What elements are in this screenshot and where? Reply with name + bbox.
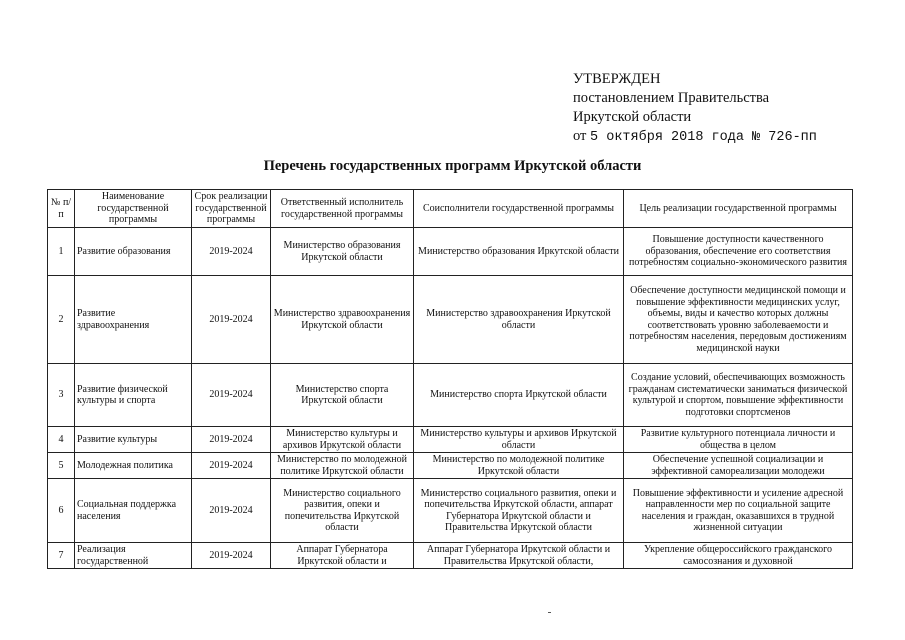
header-coexecutors: Соисполнители государственной программы	[414, 190, 624, 228]
row-number: 2	[48, 276, 75, 364]
approval-date-prefix: от	[573, 128, 587, 144]
header-number: № п/п	[48, 190, 75, 228]
row-coexecutors: Аппарат Губернатора Иркутской области и Правительства Иркутской области,	[414, 543, 624, 569]
row-number: 5	[48, 453, 75, 479]
approval-heading: УТВЕРЖДЕН	[573, 71, 661, 87]
row-goal: Развитие культурного потенциала личности и общества в целом	[624, 427, 853, 453]
approval-line-2: Иркутской области	[573, 109, 692, 125]
row-number: 7	[48, 543, 75, 569]
row-period: 2019-2024	[192, 453, 271, 479]
row-goal: Повышение доступности качественного образования, обеспечение его соответствия потребностям социально-экономического развития	[624, 228, 853, 276]
row-period: 2019-2024	[192, 276, 271, 364]
row-program-name: Развитие физической культуры и спорта	[75, 364, 192, 427]
row-number: 4	[48, 427, 75, 453]
row-number: 6	[48, 479, 75, 543]
row-program-name: Развитие культуры	[75, 427, 192, 453]
approval-line-1: постановлением Правительства	[573, 90, 770, 106]
table-header-row	[48, 190, 853, 228]
header-goal: Цель реализации государственной программы	[624, 190, 853, 228]
table-row	[48, 228, 853, 276]
row-responsible: Аппарат Губернатора Иркутской области и	[271, 543, 414, 569]
row-program-name: Развитие образования	[75, 228, 192, 276]
table-row	[48, 479, 853, 543]
row-coexecutors: Министерство здравоохранения Иркутской области	[414, 276, 624, 364]
row-responsible: Министерство спорта Иркутской области	[271, 364, 414, 427]
row-goal: Обеспечение успешной социализации и эффективной самореализации молодежи	[624, 453, 853, 479]
row-coexecutors: Министерство спорта Иркутской области	[414, 364, 624, 427]
programs-table	[47, 189, 853, 569]
table-row	[48, 427, 853, 453]
table-row	[48, 276, 853, 364]
header-program-name: Наименование государственной программы	[75, 190, 192, 228]
approval-date-value: 5 октября 2018 года № 726-пп	[590, 130, 817, 145]
row-coexecutors: Министерство по молодежной политике Иркутской области	[414, 453, 624, 479]
row-responsible: Министерство здравоохранения Иркутской области	[271, 276, 414, 364]
header-responsible: Ответственный исполнитель государственной программы	[271, 190, 414, 228]
approval-date	[573, 127, 817, 147]
header-period: Срок реализации государственной программы	[192, 190, 271, 228]
row-goal: Создание условий, обеспечивающих возможность гражданам систематически заниматься физической культурой и спортом, повышение эффективности подготовки спортсменов	[624, 364, 853, 427]
table-row	[48, 543, 853, 569]
row-responsible: Министерство социального развития, опеки и попечительства Иркутской области	[271, 479, 414, 543]
row-responsible: Министерство по молодежной политике Иркутской области	[271, 453, 414, 479]
row-goal: Повышение эффективности и усиление адресной направленности мер по социальной защите населения и граждан, оказавшихся в трудной жизненной ситуации	[624, 479, 853, 543]
row-program-name: Развитие здравоохранения	[75, 276, 192, 364]
row-period: 2019-2024	[192, 228, 271, 276]
row-coexecutors: Министерство социального развития, опеки и попечительства Иркутской области, аппарат Губернатора Иркутской области и Правительства Иркутской области	[414, 479, 624, 543]
table-row	[48, 364, 853, 427]
row-period: 2019-2024	[192, 427, 271, 453]
row-goal: Обеспечение доступности медицинской помощи и повышение эффективности медицинских услуг, объемы, виды и качество которых должны соответствовать уровню заболеваемости и потребностям населения, передовым достижениям медицинской науки	[624, 276, 853, 364]
row-responsible: Министерство культуры и архивов Иркутской области	[271, 427, 414, 453]
row-goal: Укрепление общероссийского гражданского самосознания и духовной	[624, 543, 853, 569]
row-coexecutors: Министерство культуры и архивов Иркутской области	[414, 427, 624, 453]
row-program-name: Молодежная политика	[75, 453, 192, 479]
row-program-name: Реализация государственной	[75, 543, 192, 569]
row-program-name: Социальная поддержка населения	[75, 479, 192, 543]
table-row	[48, 453, 853, 479]
row-period: 2019-2024	[192, 479, 271, 543]
row-responsible: Министерство образования Иркутской области	[271, 228, 414, 276]
row-period: 2019-2024	[192, 364, 271, 427]
row-number: 3	[48, 364, 75, 427]
row-period: 2019-2024	[192, 543, 271, 569]
page-speck	[548, 612, 551, 613]
row-number: 1	[48, 228, 75, 276]
row-coexecutors: Министерство образования Иркутской области	[414, 228, 624, 276]
page-title: Перечень государственных программ Иркутской области	[263, 158, 642, 174]
approval-block	[573, 70, 817, 147]
